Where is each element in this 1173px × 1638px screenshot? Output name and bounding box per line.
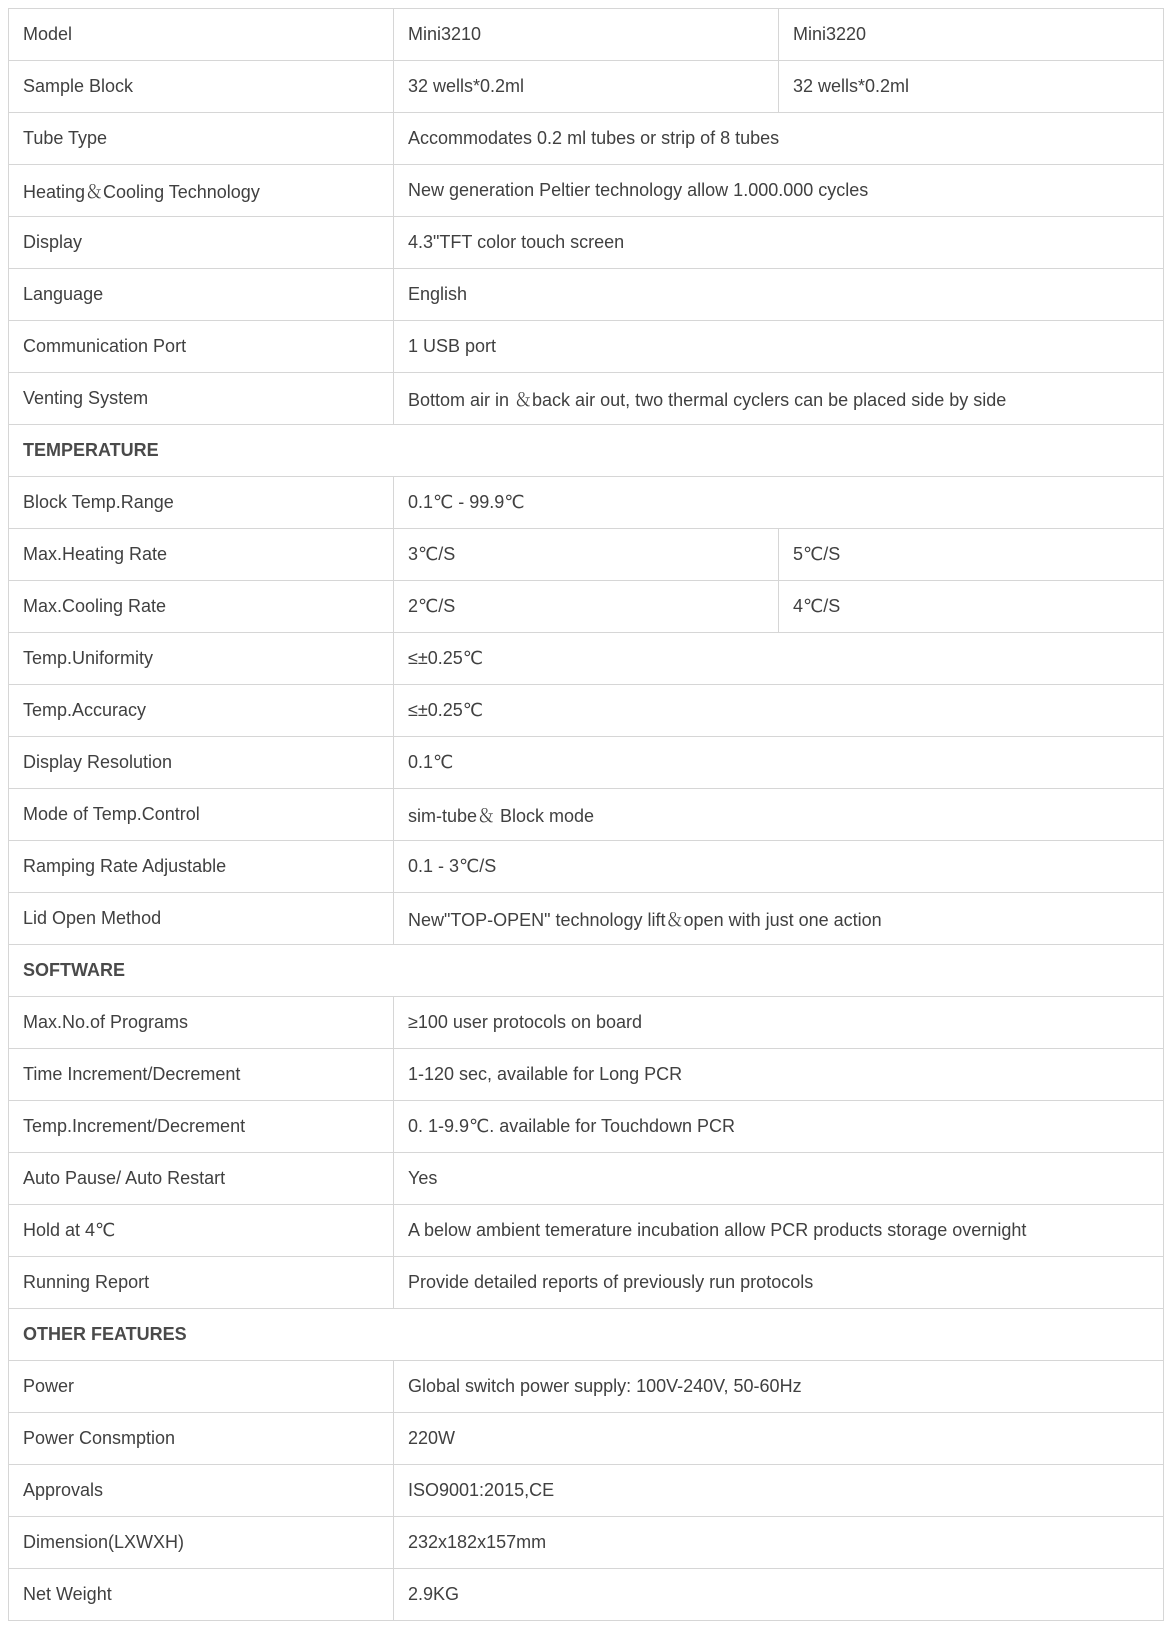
spec-label: Temp.Increment/Decrement xyxy=(9,1101,394,1153)
spec-value: 1-120 sec, available for Long PCR xyxy=(394,1049,1164,1101)
spec-label: Net Weight xyxy=(9,1569,394,1621)
spec-row xyxy=(9,633,1164,685)
spec-value: Bottom air in ＆back air out, two thermal cyclers can be placed side by side xyxy=(394,373,1164,425)
spec-value: A below ambient temerature incubation allow PCR products storage overnight xyxy=(394,1205,1164,1257)
spec-label: Max.No.of Programs xyxy=(9,997,394,1049)
spec-label: Max.Heating Rate xyxy=(9,529,394,581)
spec-label: Max.Cooling Rate xyxy=(9,581,394,633)
spec-value: 0.1℃ xyxy=(394,737,1164,789)
spec-label: Language xyxy=(9,269,394,321)
spec-label: Model xyxy=(9,9,394,61)
spec-label: Tube Type xyxy=(9,113,394,165)
spec-label: Temp.Accuracy xyxy=(9,685,394,737)
spec-value: Global switch power supply: 100V-240V, 50-60Hz xyxy=(394,1361,1164,1413)
spec-value-mini3210: 32 wells*0.2ml xyxy=(394,61,779,113)
spec-label: Ramping Rate Adjustable xyxy=(9,841,394,893)
spec-value-mini3210: 2℃/S xyxy=(394,581,779,633)
spec-row xyxy=(9,165,1164,217)
spec-label: Mode of Temp.Control xyxy=(9,789,394,841)
spec-value: New generation Peltier technology allow 1.000.000 cycles xyxy=(394,165,1164,217)
spec-row xyxy=(9,1101,1164,1153)
spec-row xyxy=(9,1569,1164,1621)
spec-label: Display xyxy=(9,217,394,269)
spec-label: Running Report xyxy=(9,1257,394,1309)
spec-value: Accommodates 0.2 ml tubes or strip of 8 tubes xyxy=(394,113,1164,165)
spec-row xyxy=(9,1205,1164,1257)
spec-value: 0.1℃ - 99.9℃ xyxy=(394,477,1164,529)
spec-label: Hold at 4℃ xyxy=(9,1205,394,1257)
spec-row xyxy=(9,321,1164,373)
spec-label: Dimension(LXWXH) xyxy=(9,1517,394,1569)
section-header-row xyxy=(9,945,1164,997)
spec-label: Lid Open Method xyxy=(9,893,394,945)
spec-row xyxy=(9,1465,1164,1517)
spec-row xyxy=(9,997,1164,1049)
section-header-row xyxy=(9,1309,1164,1361)
spec-value-mini3210: Mini3210 xyxy=(394,9,779,61)
spec-label: Heating＆Cooling Technology xyxy=(9,165,394,217)
spec-row xyxy=(9,269,1164,321)
spec-row xyxy=(9,841,1164,893)
section-title: SOFTWARE xyxy=(9,945,1164,997)
spec-value: ≤±0.25℃ xyxy=(394,633,1164,685)
spec-value: 232x182x157mm xyxy=(394,1517,1164,1569)
spec-label: Approvals xyxy=(9,1465,394,1517)
spec-row xyxy=(9,529,1164,581)
spec-row xyxy=(9,1361,1164,1413)
spec-value: 2.9KG xyxy=(394,1569,1164,1621)
spec-row xyxy=(9,113,1164,165)
spec-value-mini3210: 3℃/S xyxy=(394,529,779,581)
spec-value: ≤±0.25℃ xyxy=(394,685,1164,737)
spec-label: Power xyxy=(9,1361,394,1413)
spec-label: Temp.Uniformity xyxy=(9,633,394,685)
spec-value-mini3220: Mini3220 xyxy=(779,9,1164,61)
spec-row xyxy=(9,1413,1164,1465)
spec-table xyxy=(8,8,1164,1621)
spec-row xyxy=(9,789,1164,841)
spec-row xyxy=(9,373,1164,425)
spec-label: Communication Port xyxy=(9,321,394,373)
spec-row xyxy=(9,61,1164,113)
spec-value: sim-tube＆ Block mode xyxy=(394,789,1164,841)
spec-value-mini3220: 4℃/S xyxy=(779,581,1164,633)
spec-label: Auto Pause/ Auto Restart xyxy=(9,1153,394,1205)
spec-value: Yes xyxy=(394,1153,1164,1205)
section-header-row xyxy=(9,425,1164,477)
spec-table-body xyxy=(9,9,1164,1621)
spec-value: ISO9001:2015,CE xyxy=(394,1465,1164,1517)
spec-row xyxy=(9,893,1164,945)
spec-row xyxy=(9,217,1164,269)
spec-value: 0.1 - 3℃/S xyxy=(394,841,1164,893)
spec-row xyxy=(9,1049,1164,1101)
spec-label: Power Consmption xyxy=(9,1413,394,1465)
spec-label: Venting System xyxy=(9,373,394,425)
spec-row xyxy=(9,9,1164,61)
spec-row xyxy=(9,737,1164,789)
spec-value-mini3220: 5℃/S xyxy=(779,529,1164,581)
spec-value: ≥100 user protocols on board xyxy=(394,997,1164,1049)
section-title: TEMPERATURE xyxy=(9,425,1164,477)
spec-row xyxy=(9,1153,1164,1205)
spec-row xyxy=(9,477,1164,529)
spec-value: 1 USB port xyxy=(394,321,1164,373)
spec-value: 4.3"TFT color touch screen xyxy=(394,217,1164,269)
spec-row xyxy=(9,685,1164,737)
spec-label: Block Temp.Range xyxy=(9,477,394,529)
spec-value: 220W xyxy=(394,1413,1164,1465)
spec-row xyxy=(9,581,1164,633)
spec-value: English xyxy=(394,269,1164,321)
spec-label: Time Increment/Decrement xyxy=(9,1049,394,1101)
spec-value-mini3220: 32 wells*0.2ml xyxy=(779,61,1164,113)
spec-value: Provide detailed reports of previously run protocols xyxy=(394,1257,1164,1309)
spec-value: 0. 1-9.9℃. available for Touchdown PCR xyxy=(394,1101,1164,1153)
spec-label: Sample Block xyxy=(9,61,394,113)
spec-label: Display Resolution xyxy=(9,737,394,789)
section-title: OTHER FEATURES xyxy=(9,1309,1164,1361)
spec-value: New"TOP-OPEN" technology lift＆open with just one action xyxy=(394,893,1164,945)
spec-row xyxy=(9,1517,1164,1569)
spec-row xyxy=(9,1257,1164,1309)
